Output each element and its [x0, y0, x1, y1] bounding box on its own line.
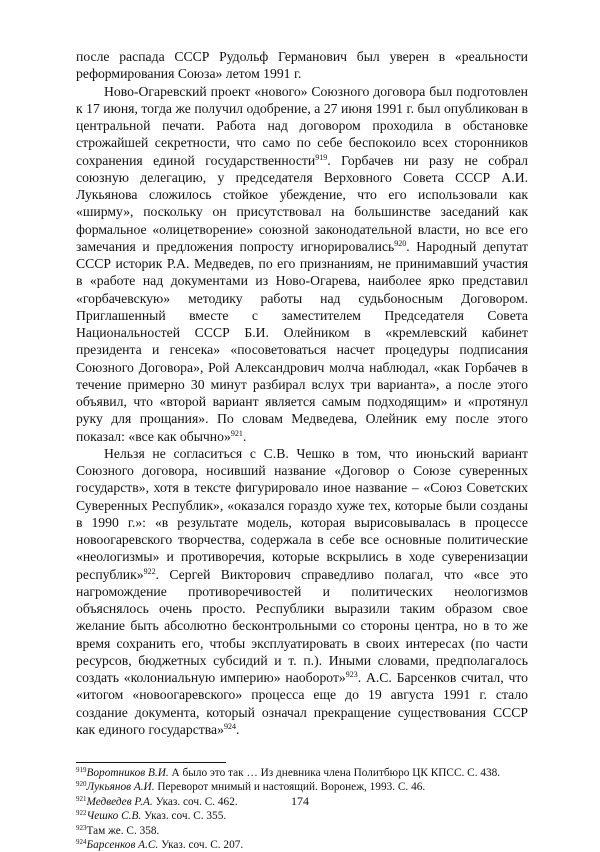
- paragraph-text: .: [242, 428, 247, 444]
- footnote-ref: 924: [223, 721, 236, 731]
- footnote-ref: 921: [230, 428, 243, 438]
- paragraph-text: . Народный депутат СССР историк Р.А. Медведев, по его признаниям, не принимавший участия в «работе над документами из Ново-Огарева, наиболее ярко представил «горбачевскую» методику работы над судьбоносным Договором. Приглашенный вместе с заместителем Председателя Совета Национальностей СССР Б.И. Олейником в «кремлевский кабинет президента и генсека» «посоветоваться насчет процедуры подписания Союзного Договора», Рой Александрович молча наблюдал, «как Горбачев в течение примерно 30 минут разбирал вслух три варианта», а после этого объявил, что «второй вариант является самым подходящим» и «протянул руку для прощания». По словам Медведева, Олейник ему после этого показал: «все как обычно»: [76, 238, 529, 444]
- document-page: [76, 48, 528, 852]
- footnote-author: Лукьянов А.И.: [86, 781, 155, 794]
- footnote-divider: [76, 762, 226, 763]
- paragraph-text: . Горбачев ни разу не собрал союзную делегацию, у председателя Верховного Совета СССР А.И. Лукьянова сложилось стойкое убеждение, что его использовали как «ширму», поскольку он присутствовал на большинстве заседаний как формальное «олицетворение» союзной законодательной власти, но все его замечания и предложения попросту игнорировались: [76, 152, 528, 254]
- paragraph-text: . Сергей Викторович справедливо полагал, что «все это нагромождение противоречивостей и политических неологизмов объяснялось очень просто. Республики выразили таким образом свое желание быть абсолютно бесконтрольными со стороны центра, но в то же время сохранить его, чтобы эксплуатировать в своих интересах (по части ресурсов, бюджетных субсидий и т. п.). Иными словами, предполагалось создать «колониальную империю» наоборот»: [76, 566, 528, 685]
- footnote: [76, 780, 528, 794]
- paragraph-text: .: [235, 721, 240, 737]
- paragraph: [76, 83, 528, 445]
- footnote-ref: 919: [315, 152, 328, 162]
- footnote-number: 920: [76, 780, 87, 789]
- footnote: [76, 824, 528, 838]
- footnote-author: Воротников В.И.: [86, 767, 169, 779]
- paragraph-text: Ново-Огаревский проект «нового» Союзного договора был подготовлен к 17 июня, тогда же получил одобрение, а 27 июня 1991 г. был опубликован в центральной печати. Работа над договором проходила в обстановке строжайшей секретности, что само по себе беспокоило всех сторонников сохранения единой государственности: [76, 83, 528, 168]
- paragraph-continuation: после распада СССР Рудольф Германович был уверен в «реальности реформирования Союза» летом 1991 г.: [76, 49, 528, 82]
- footnote-ref: 923: [345, 670, 358, 679]
- footnote-number: 919: [76, 766, 87, 774]
- footnote: [76, 809, 528, 823]
- footnote-author: Медведев Р.А.: [86, 795, 153, 808]
- paragraph: [76, 445, 528, 738]
- footnote-text: Указ. соч. С. 462.: [152, 795, 238, 808]
- footnote-number: 922: [76, 809, 87, 818]
- footnotes: [76, 766, 528, 852]
- footnote-text: Указ. соч. С. 207.: [158, 839, 244, 852]
- footnote-text: Указ. соч. С. 355.: [141, 810, 227, 823]
- footnote-number: 924: [76, 838, 87, 847]
- footnote-number: 921: [76, 794, 87, 803]
- footnote: [76, 766, 528, 780]
- footnote: [76, 838, 528, 852]
- footnote-author: Чешко С.В.: [86, 810, 142, 823]
- body-text: [76, 48, 528, 738]
- footnote-number: 923: [76, 823, 87, 832]
- footnote-author: Барсенков А.С.: [86, 839, 159, 852]
- footnote-ref: 922: [143, 566, 156, 576]
- footnote-text: Переворот мнимый и настоящий. Воронеж, 1993. С. 46.: [154, 781, 426, 794]
- footnote-text: А было это так … Из дневника члена Политбюро ЦК КПСС. С. 438.: [168, 767, 501, 779]
- page-number: 174: [291, 794, 309, 808]
- footnote-ref: 920: [394, 238, 407, 248]
- paragraph-text: . А.С. Барсенков считал, что «итогом «новоогаревского» процесса еще до 19 августа 1991 г. стало создание документа, который означал прекращение существования СССР как единого государства»: [76, 670, 528, 737]
- footnote-text: Там же. С. 358.: [86, 824, 160, 837]
- paragraph-text: Нельзя не согласиться с С.В. Чешко в том, что июньский вариант Союзного договора, носивший название «Договор о Союзе суверенных государств», хотя в тексте фигурировало иное название – «Союз Советских Суверенных Республик», «оказался гораздо хуже тех, которые были созданы в 1990 г.»: «в результате модель, которая вырисовывалась в процессе новоогаревского творчества, содержала в себе все основные политические «неологизмы» и противоречия, которые вскрылись в ходе суверенизации республик»: [76, 445, 528, 582]
